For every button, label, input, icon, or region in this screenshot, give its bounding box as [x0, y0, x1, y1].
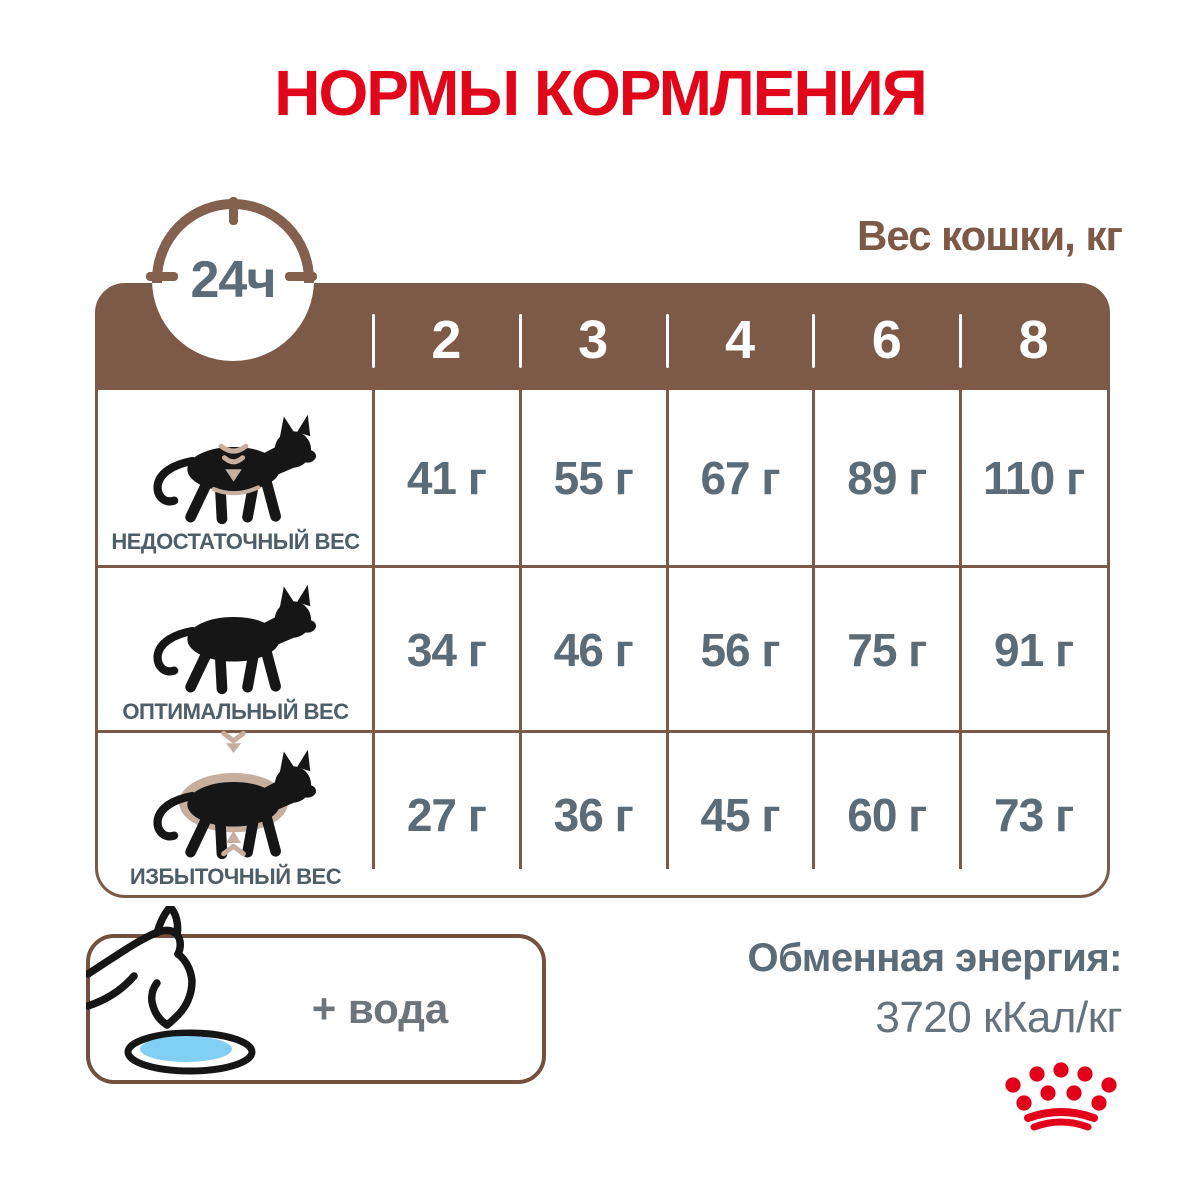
ration-cell: 34 г [406, 624, 486, 676]
row-label: НЕДОСТАТОЧНЫЙ ВЕС [111, 529, 360, 554]
ration-cell: 89 г [847, 451, 927, 504]
weight-column-2: 2 [431, 310, 462, 370]
clock-label: 24ч [190, 251, 276, 309]
weight-column-8: 8 [1018, 310, 1049, 370]
ration-cell: 60 г [847, 789, 927, 841]
header-divider [519, 314, 522, 368]
cat-overweight-icon [141, 730, 331, 862]
ration-cell: 45 г [700, 789, 780, 841]
header-divider [959, 314, 962, 368]
row-label: ОПТИМАЛЬНЫЙ ВЕС [122, 699, 349, 724]
table-row-overweight [98, 730, 1107, 895]
header-divider [812, 314, 815, 368]
weight-axis-label: Вес кошки, кг [857, 212, 1122, 259]
ration-cell: 75 г [847, 624, 927, 676]
royal-canin-crown-icon [998, 1062, 1124, 1138]
energy-label: Обменная энергия: [747, 936, 1122, 980]
cat-drinking-water-icon [86, 906, 258, 1086]
table-row-optimal [98, 565, 1107, 730]
water-note-label: + вода [311, 985, 449, 1032]
ration-cell: 41 г [406, 451, 486, 504]
row-label: ИЗБЫТОЧНЫЙ ВЕС [129, 864, 342, 889]
ration-cell: 55 г [553, 451, 633, 504]
weight-column-6: 6 [871, 310, 902, 370]
ration-cell: 67 г [700, 451, 780, 504]
page-title: НОРМЫ КОРМЛЕНИЯ [274, 57, 926, 129]
ration-cell: 27 г [406, 789, 486, 841]
energy-value: 3720 кКал/кг [875, 993, 1122, 1042]
cat-optimal-icon [141, 565, 331, 697]
ration-cell: 36 г [553, 789, 633, 841]
ration-cell: 91 г [994, 624, 1074, 676]
feeding-table [95, 283, 1110, 898]
weight-column-3: 3 [578, 310, 609, 370]
ration-cell: 46 г [553, 624, 633, 676]
cat-underweight-icon [141, 395, 331, 527]
ration-cell: 110 г [983, 451, 1085, 504]
ration-cell: 56 г [700, 624, 780, 676]
header-divider [372, 314, 375, 368]
weight-column-4: 4 [724, 310, 756, 370]
table-row-underweight [98, 390, 1107, 565]
ration-cell: 73 г [994, 789, 1074, 841]
energy-block [748, 936, 1123, 1043]
header-divider [666, 314, 669, 368]
